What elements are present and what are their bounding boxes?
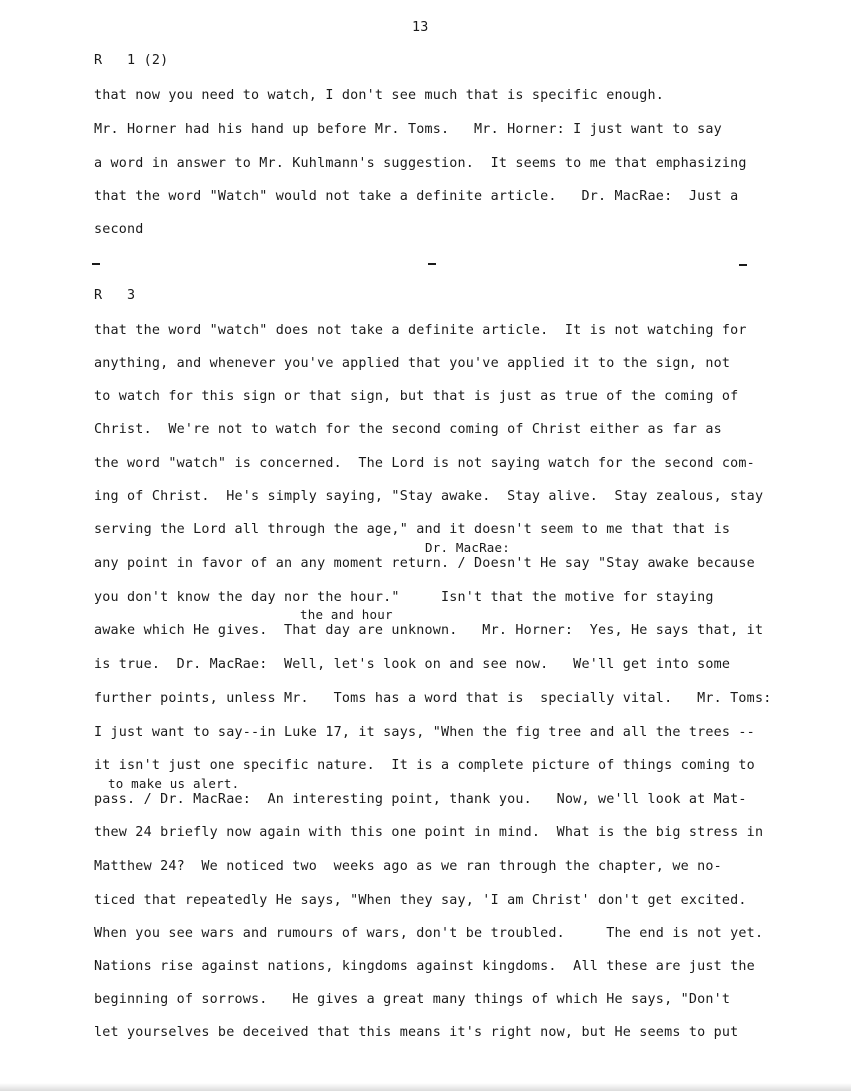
text-line: ticed that repeatedly He says, "When they say, 'I am Christ' don't get excited. xyxy=(94,893,747,908)
text-line: ing of Christ. He's simply saying, "Stay awake. Stay alive. Stay zealous, stay xyxy=(94,489,764,504)
interlinear-note: the and hour xyxy=(300,607,393,622)
text-line: Matthew 24? We noticed two weeks ago as we ran through the chapter, we no- xyxy=(94,859,722,874)
text-line: When you see wars and rumours of wars, don't be troubled. The end is not yet. xyxy=(94,926,764,941)
text-line: to watch for this sign or that sign, but that is just as true of the coming of xyxy=(94,389,739,404)
page-number: 13 xyxy=(412,20,429,35)
text-line: any point in favor of an any moment return. / Doesn't He say "Stay awake because xyxy=(94,556,755,571)
text-line: Nations rise against nations, kingdoms against kingdoms. All these are just the xyxy=(94,959,755,974)
text-line: it isn't just one specific nature. It is a complete picture of things coming to xyxy=(94,758,755,773)
text-line: that the word "watch" does not take a definite article. It is not watching for xyxy=(94,323,747,338)
text-line: Mr. Horner had his hand up before Mr. Toms. Mr. Horner: I just want to say xyxy=(94,122,722,137)
text-line: let yourselves be deceived that this means it's right now, but He seems to put xyxy=(94,1025,739,1040)
separator-dash xyxy=(92,263,100,265)
text-line: serving the Lord all through the age," and it doesn't seem to me that that is xyxy=(94,522,731,537)
text-line: awake which He gives. That day are unknown. Mr. Horner: Yes, He says that, it xyxy=(94,623,764,638)
text-line: you don't know the day nor the hour." Isn't that the motive for staying xyxy=(94,590,714,605)
text-line: thew 24 briefly now again with this one point in mind. What is the big stress in xyxy=(94,825,764,840)
text-line: that the word "Watch" would not take a definite article. Dr. MacRae: Just a xyxy=(94,189,739,204)
section-label: R 1 (2) xyxy=(94,53,169,68)
section-label: R 3 xyxy=(94,288,136,303)
separator-dash xyxy=(428,263,436,265)
text-line: second xyxy=(94,222,144,237)
text-line: a word in answer to Mr. Kuhlmann's suggestion. It seems to me that emphasizing xyxy=(94,156,747,171)
text-line: I just want to say--in Luke 17, it says, "When the fig tree and all the trees -- xyxy=(94,725,755,740)
text-line: the word "watch" is concerned. The Lord is not saying watch for the second com- xyxy=(94,456,755,471)
text-line: anything, and whenever you've applied that you've applied it to the sign, not xyxy=(94,356,731,371)
text-line: that now you need to watch, I don't see much that is specific enough. xyxy=(94,88,665,103)
text-line: beginning of sorrows. He gives a great many things of which He says, "Don't xyxy=(94,992,731,1007)
text-line: is true. Dr. MacRae: Well, let's look on and see now. We'll get into some xyxy=(94,657,731,672)
text-line: further points, unless Mr. Toms has a word that is specially vital. Mr. Toms: xyxy=(94,691,772,706)
scan-edge xyxy=(0,1083,851,1091)
text-line: pass. / Dr. MacRae: An interesting point, thank you. Now, we'll look at Mat- xyxy=(94,792,747,807)
separator-dash xyxy=(739,264,747,266)
interlinear-note: to make us alert. xyxy=(108,776,240,791)
text-line: Christ. We're not to watch for the second coming of Christ either as far as xyxy=(94,422,722,437)
interlinear-note: Dr. MacRae: xyxy=(425,540,510,555)
